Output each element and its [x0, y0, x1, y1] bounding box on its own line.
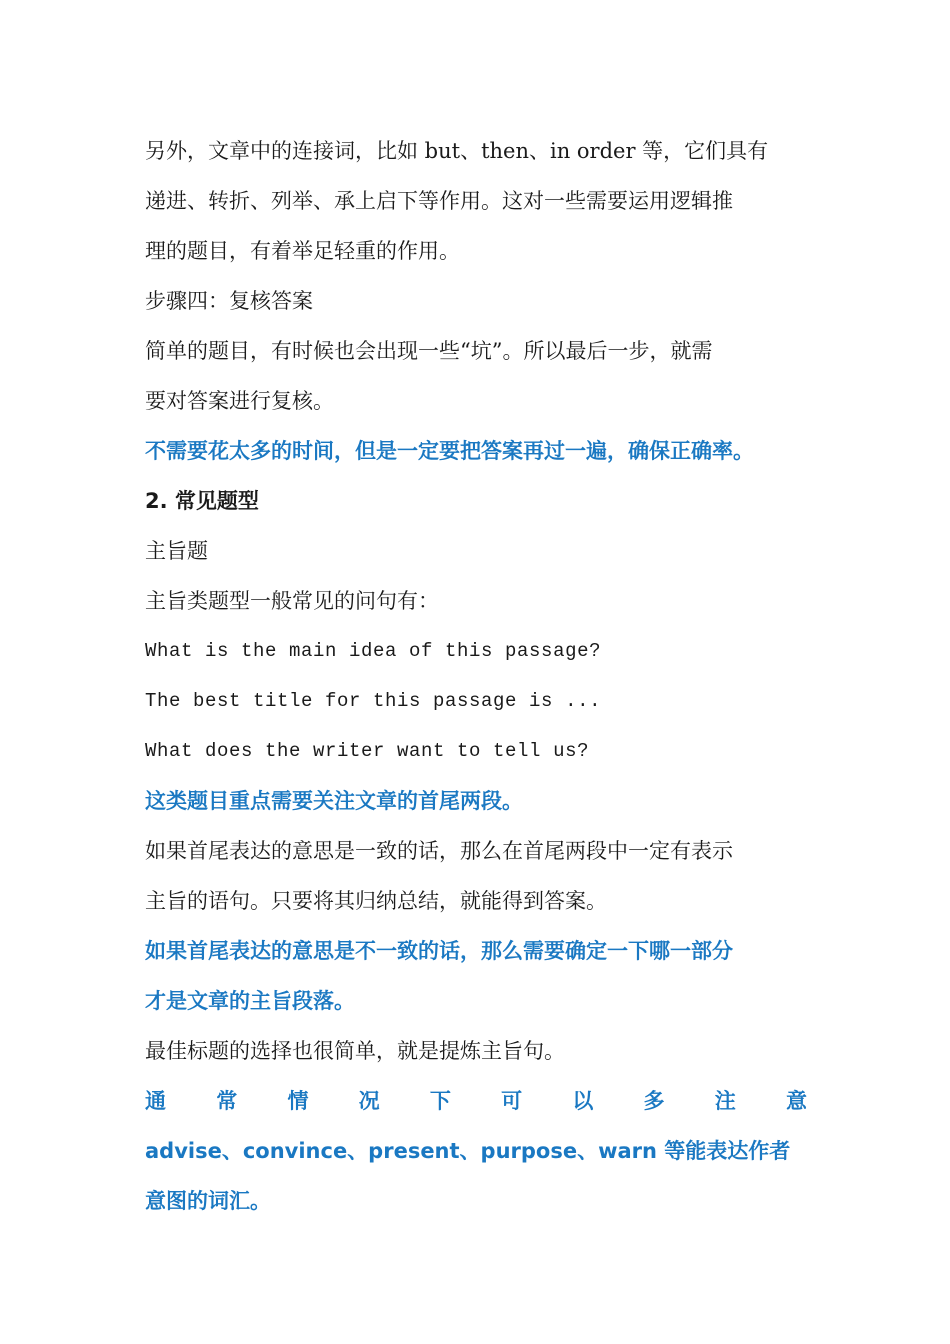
- tip-keyword-char: 下: [429, 1089, 451, 1113]
- paragraph-connectives-line-1: 另外，文章中的连接词，比如 but、then、in order 等，它们具有: [145, 139, 769, 163]
- tip-keyword-char: 通: [145, 1089, 166, 1113]
- tip-keyword-char: 以: [572, 1089, 594, 1113]
- example-question-3: What does the writer want to tell us?: [145, 740, 590, 762]
- tip-keywords-line-3: 意图的词汇。: [145, 1189, 271, 1213]
- section-heading-common-types: 2. 常见题型: [145, 489, 259, 513]
- paragraph-connectives-line-2: 递进、转折、列举、承上启下等作用。这对一些需要运用逻辑推: [145, 189, 733, 213]
- tip-inconsistent-line-1: 如果首尾表达的意思是不一致的话，那么需要确定一下哪一部分: [145, 939, 733, 963]
- paragraph-review-line-2: 要对答案进行复核。: [145, 389, 334, 413]
- tip-keyword-char: 可: [501, 1089, 523, 1113]
- tip-keyword-char: 情: [287, 1089, 309, 1113]
- tip-keyword-char: 注: [714, 1089, 736, 1113]
- tip-keyword-char: 况: [358, 1089, 380, 1113]
- paragraph-consistent-line-2: 主旨的语句。只要将其归纳总结，就能得到答案。: [145, 889, 607, 913]
- tip-review-answers: 不需要花太多的时间，但是一定要把答案再过一遍，确保正确率。: [145, 439, 754, 463]
- paragraph-consistent-line-1: 如果首尾表达的意思是一致的话，那么在首尾两段中一定有表示: [145, 839, 733, 863]
- tip-keywords-line-2: advise、convince、present、purpose、warn 等能表达作者: [145, 1139, 791, 1163]
- paragraph-review-line-1: 简单的题目，有时候也会出现一些“坑”。所以最后一步，就需: [145, 339, 713, 363]
- tip-keywords-line-1: [145, 1076, 807, 1126]
- paragraph-connectives-line-3: 理的题目，有着举足轻重的作用。: [145, 239, 460, 263]
- tip-keyword-char: 常: [216, 1089, 238, 1113]
- step-four-heading: 步骤四：复核答案: [145, 289, 313, 313]
- paragraph-best-title: 最佳标题的选择也很简单，就是提炼主旨句。: [145, 1039, 565, 1063]
- example-question-2: The best title for this passage is ...: [145, 690, 602, 712]
- document-page: [145, 126, 807, 1226]
- tip-keyword-char: 意: [785, 1089, 807, 1113]
- tip-first-last-paragraphs: 这类题目重点需要关注文章的首尾两段。: [145, 789, 523, 813]
- intro-question-forms: 主旨类题型一般常见的问句有：: [145, 589, 439, 613]
- tip-keyword-char: 多: [643, 1089, 665, 1113]
- example-question-1: What is the main idea of this passage?: [145, 640, 602, 662]
- subtitle-main-idea: 主旨题: [145, 539, 208, 563]
- tip-inconsistent-line-2: 才是文章的主旨段落。: [145, 989, 355, 1013]
